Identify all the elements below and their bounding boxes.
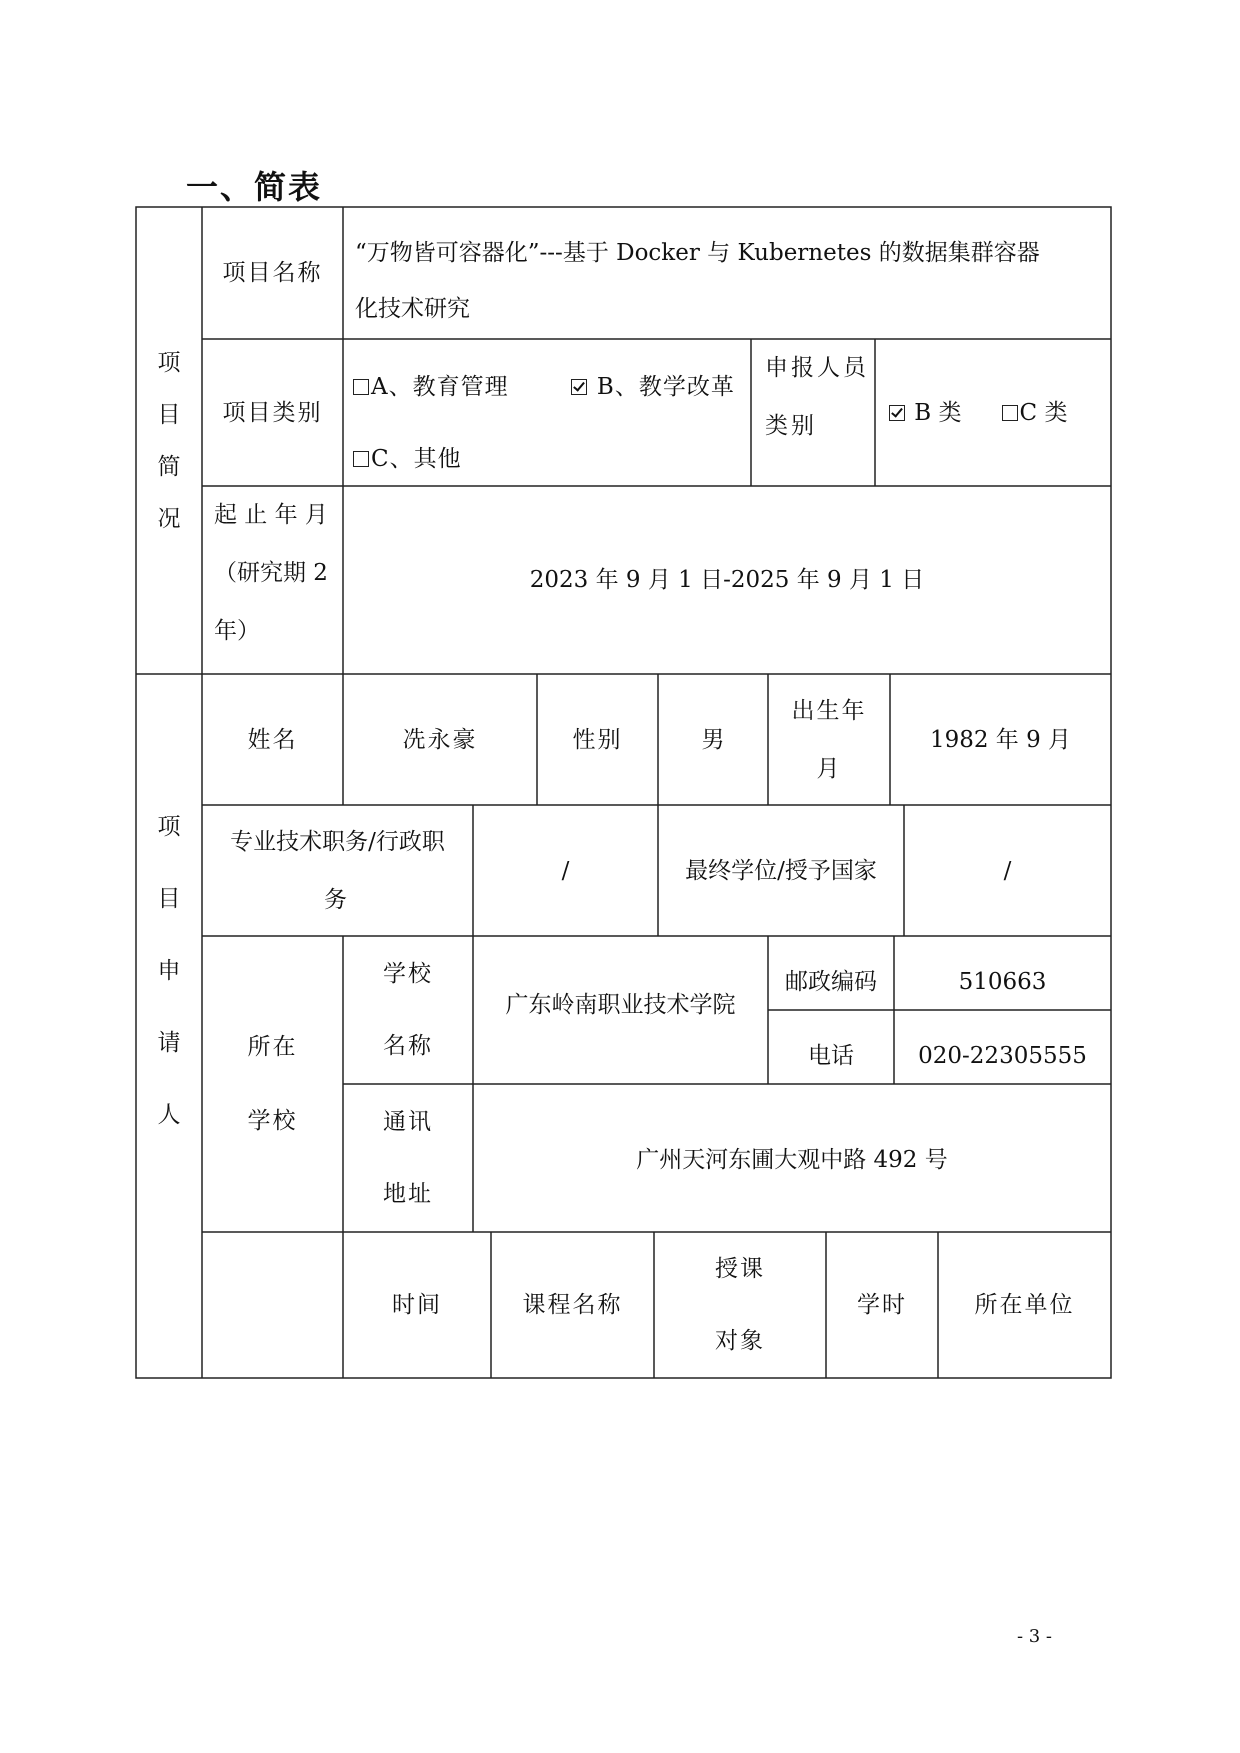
applicant-type-label-line2: 类别 — [765, 413, 817, 439]
postcode-value: 510663 — [958, 969, 1047, 995]
gender-value: 男 — [701, 726, 725, 753]
name-value: 冼永豪 — [402, 726, 478, 753]
title-label-line2: 务 — [324, 886, 347, 913]
type-a-checkbox[interactable] — [353, 379, 369, 395]
side-char: 目 — [157, 886, 181, 912]
title-label-line1: 专业技术职务/行政职 — [230, 828, 445, 855]
address-label-line1: 通讯 — [383, 1109, 433, 1135]
birth-label-line1: 出生年 — [791, 697, 867, 724]
type-a-option[interactable] — [353, 374, 509, 400]
title-value: / — [561, 857, 570, 884]
school-name-value: 广东岭南职业技术学院 — [505, 992, 736, 1018]
degree-value: / — [1003, 857, 1012, 884]
birth-value: 1982 年 9 月 — [929, 726, 1072, 753]
phone-value: 020-22305555 — [918, 1043, 1087, 1069]
side-char: 项 — [157, 814, 181, 840]
project-name-line2: 化技术研究 — [355, 296, 470, 322]
course-header-course: 课程名称 — [522, 1292, 623, 1318]
school-group-label — [202, 936, 343, 1232]
app-b-option[interactable] — [889, 395, 962, 431]
postcode-label: 邮政编码 — [785, 969, 877, 995]
section-project-overview-label — [136, 207, 202, 674]
project-type-label: 项目类别 — [222, 399, 323, 426]
section-applicant-label — [136, 674, 202, 1378]
period-label-line2: （研究期 2 — [214, 560, 328, 586]
applicant-type-label-line1: 申报人员 — [765, 355, 869, 381]
birth-label — [768, 674, 890, 805]
period-label-line3: 年） — [214, 618, 260, 644]
project-type-options — [343, 339, 751, 486]
school-name-label-line1: 学校 — [383, 961, 433, 987]
period-value: 2023 年 9 月 1 日-2025 年 9 月 1 日 — [529, 567, 925, 593]
side-char: 目 — [157, 401, 181, 428]
course-header-target — [654, 1232, 826, 1378]
type-c-label: C、其他 — [371, 446, 462, 472]
app-b-label: B 类 — [907, 399, 962, 426]
app-c-label: C 类 — [1019, 399, 1068, 426]
course-header-hours: 学时 — [857, 1292, 907, 1318]
applicant-type-options — [875, 339, 1111, 486]
project-name-label: 项目名称 — [222, 260, 323, 286]
type-b-checkbox[interactable] — [571, 379, 587, 395]
school-name-label — [343, 936, 473, 1084]
name-label: 姓名 — [247, 726, 298, 753]
project-name-line1: “万物皆可容器化”---基于 Docker 与 Kubernetes 的数据集群容器 — [355, 240, 1040, 266]
app-c-checkbox[interactable] — [1002, 405, 1018, 421]
app-c-option[interactable] — [1002, 395, 1068, 431]
course-header-time: 时间 — [392, 1292, 442, 1318]
course-header-unit: 所在单位 — [974, 1292, 1075, 1318]
course-header-target-line2: 对象 — [715, 1328, 765, 1354]
type-b-label: B、教学改革 — [588, 374, 735, 400]
type-c-option[interactable] — [353, 446, 462, 472]
birth-label-line2: 月 — [816, 755, 842, 782]
school-name-label-line2: 名称 — [383, 1033, 433, 1059]
degree-label: 最终学位/授予国家 — [685, 857, 877, 884]
side-char: 项 — [157, 349, 181, 376]
project-name-value — [343, 207, 1111, 339]
side-char: 申 — [157, 958, 181, 984]
title-label — [202, 805, 473, 936]
school-group-line1: 所在 — [247, 1034, 298, 1060]
address-label-line2: 地址 — [383, 1181, 433, 1207]
school-group-line2: 学校 — [247, 1108, 298, 1134]
period-label-line1: 起 止 年 月 — [214, 502, 328, 528]
phone-label: 电话 — [808, 1043, 854, 1069]
address-value: 广州天河东圃大观中路 492 号 — [636, 1147, 948, 1173]
type-b-option[interactable] — [571, 374, 735, 400]
side-char: 人 — [157, 1102, 181, 1128]
page-number: - 3 - — [1016, 1626, 1052, 1647]
side-char: 简 — [157, 453, 181, 480]
period-label — [202, 486, 343, 674]
app-b-checkbox[interactable] — [889, 405, 905, 421]
side-char: 况 — [157, 505, 181, 532]
applicant-type-label — [751, 339, 875, 486]
section-heading: 一、简表 — [186, 168, 323, 206]
course-header-target-line1: 授课 — [715, 1256, 765, 1282]
gender-label: 性别 — [572, 726, 623, 753]
address-label — [343, 1084, 473, 1232]
type-c-checkbox[interactable] — [353, 451, 369, 467]
type-a-label: A、教育管理 — [371, 374, 509, 400]
side-char: 请 — [157, 1030, 181, 1056]
